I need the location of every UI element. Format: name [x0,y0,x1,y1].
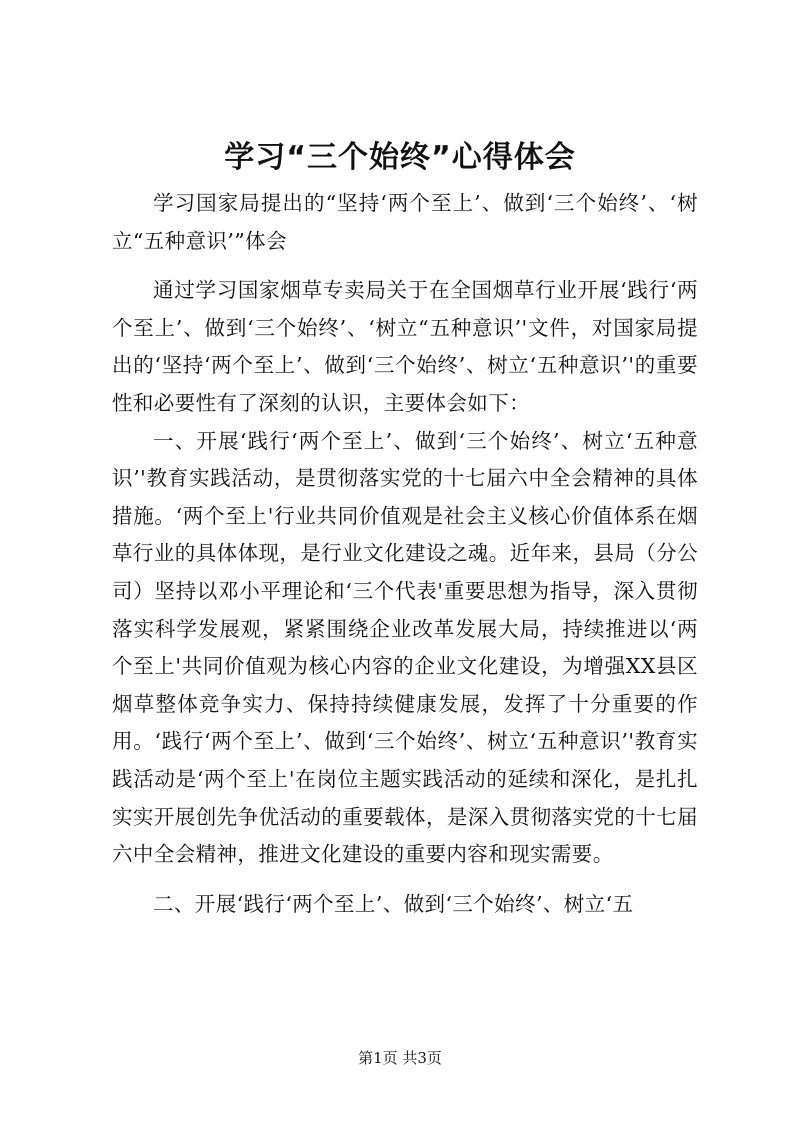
page-footer: 第1页 共3页 [358,1049,442,1067]
document-body [112,185,698,923]
paragraph-intro: 通过学习国家烟草专卖局关于在全国烟草行业开展‘践行‘两个至上’、做到‘三个始终’、‘树立“五种意识’'文件，对国家局提出的‘坚持‘两个至上’、做到‘三个始终’、树立‘五种意识’'的重要性和必要性有了深刻的认识，主要体会如下： [112,278,698,415]
paragraph-section-two: 二、开展‘践行‘两个至上’、做到‘三个始终’、树立‘五 [153,891,634,916]
paragraph-subtitle: 学习国家局提出的“坚持‘两个至上’、做到‘三个始终’、‘树立“五种意识’”体会 [112,191,698,253]
page-title: 学习“三个始终”心得体会 [224,140,576,175]
paragraph-section-one: 一、开展‘践行‘两个至上’、做到‘三个始终’、树立‘五种意识’'教育实践活动，是贯彻落实党的十七届六中全会精神的具体措施。‘两个至上'行业共同价值观是社会主义核心价值体系在烟草行业的具体体现，是行业文化建设之魂。近年来，县局（分公司）坚持以邓小平理论和‘三个代表'重要思想为指导，深入贯彻落实科学发展观，紧紧围绕企业改革发展大局，持续推进以‘两个至上'共同价值观为核心内容的企业文化建设，为增强XX县区烟草整体竞争实力、保持持续健康发展，发挥了十分重要的作用。‘践行‘两个至上’、做到‘三个始终’、树立‘五种意识’'教育实践活动是‘两个至上'在岗位主题实践活动的延续和深化，是扎扎实实开展创先争优活动的重要载体，是深入贯彻落实党的十七届六中全会精神，推进文化建设的重要内容和现实需要。 [112,428,699,867]
